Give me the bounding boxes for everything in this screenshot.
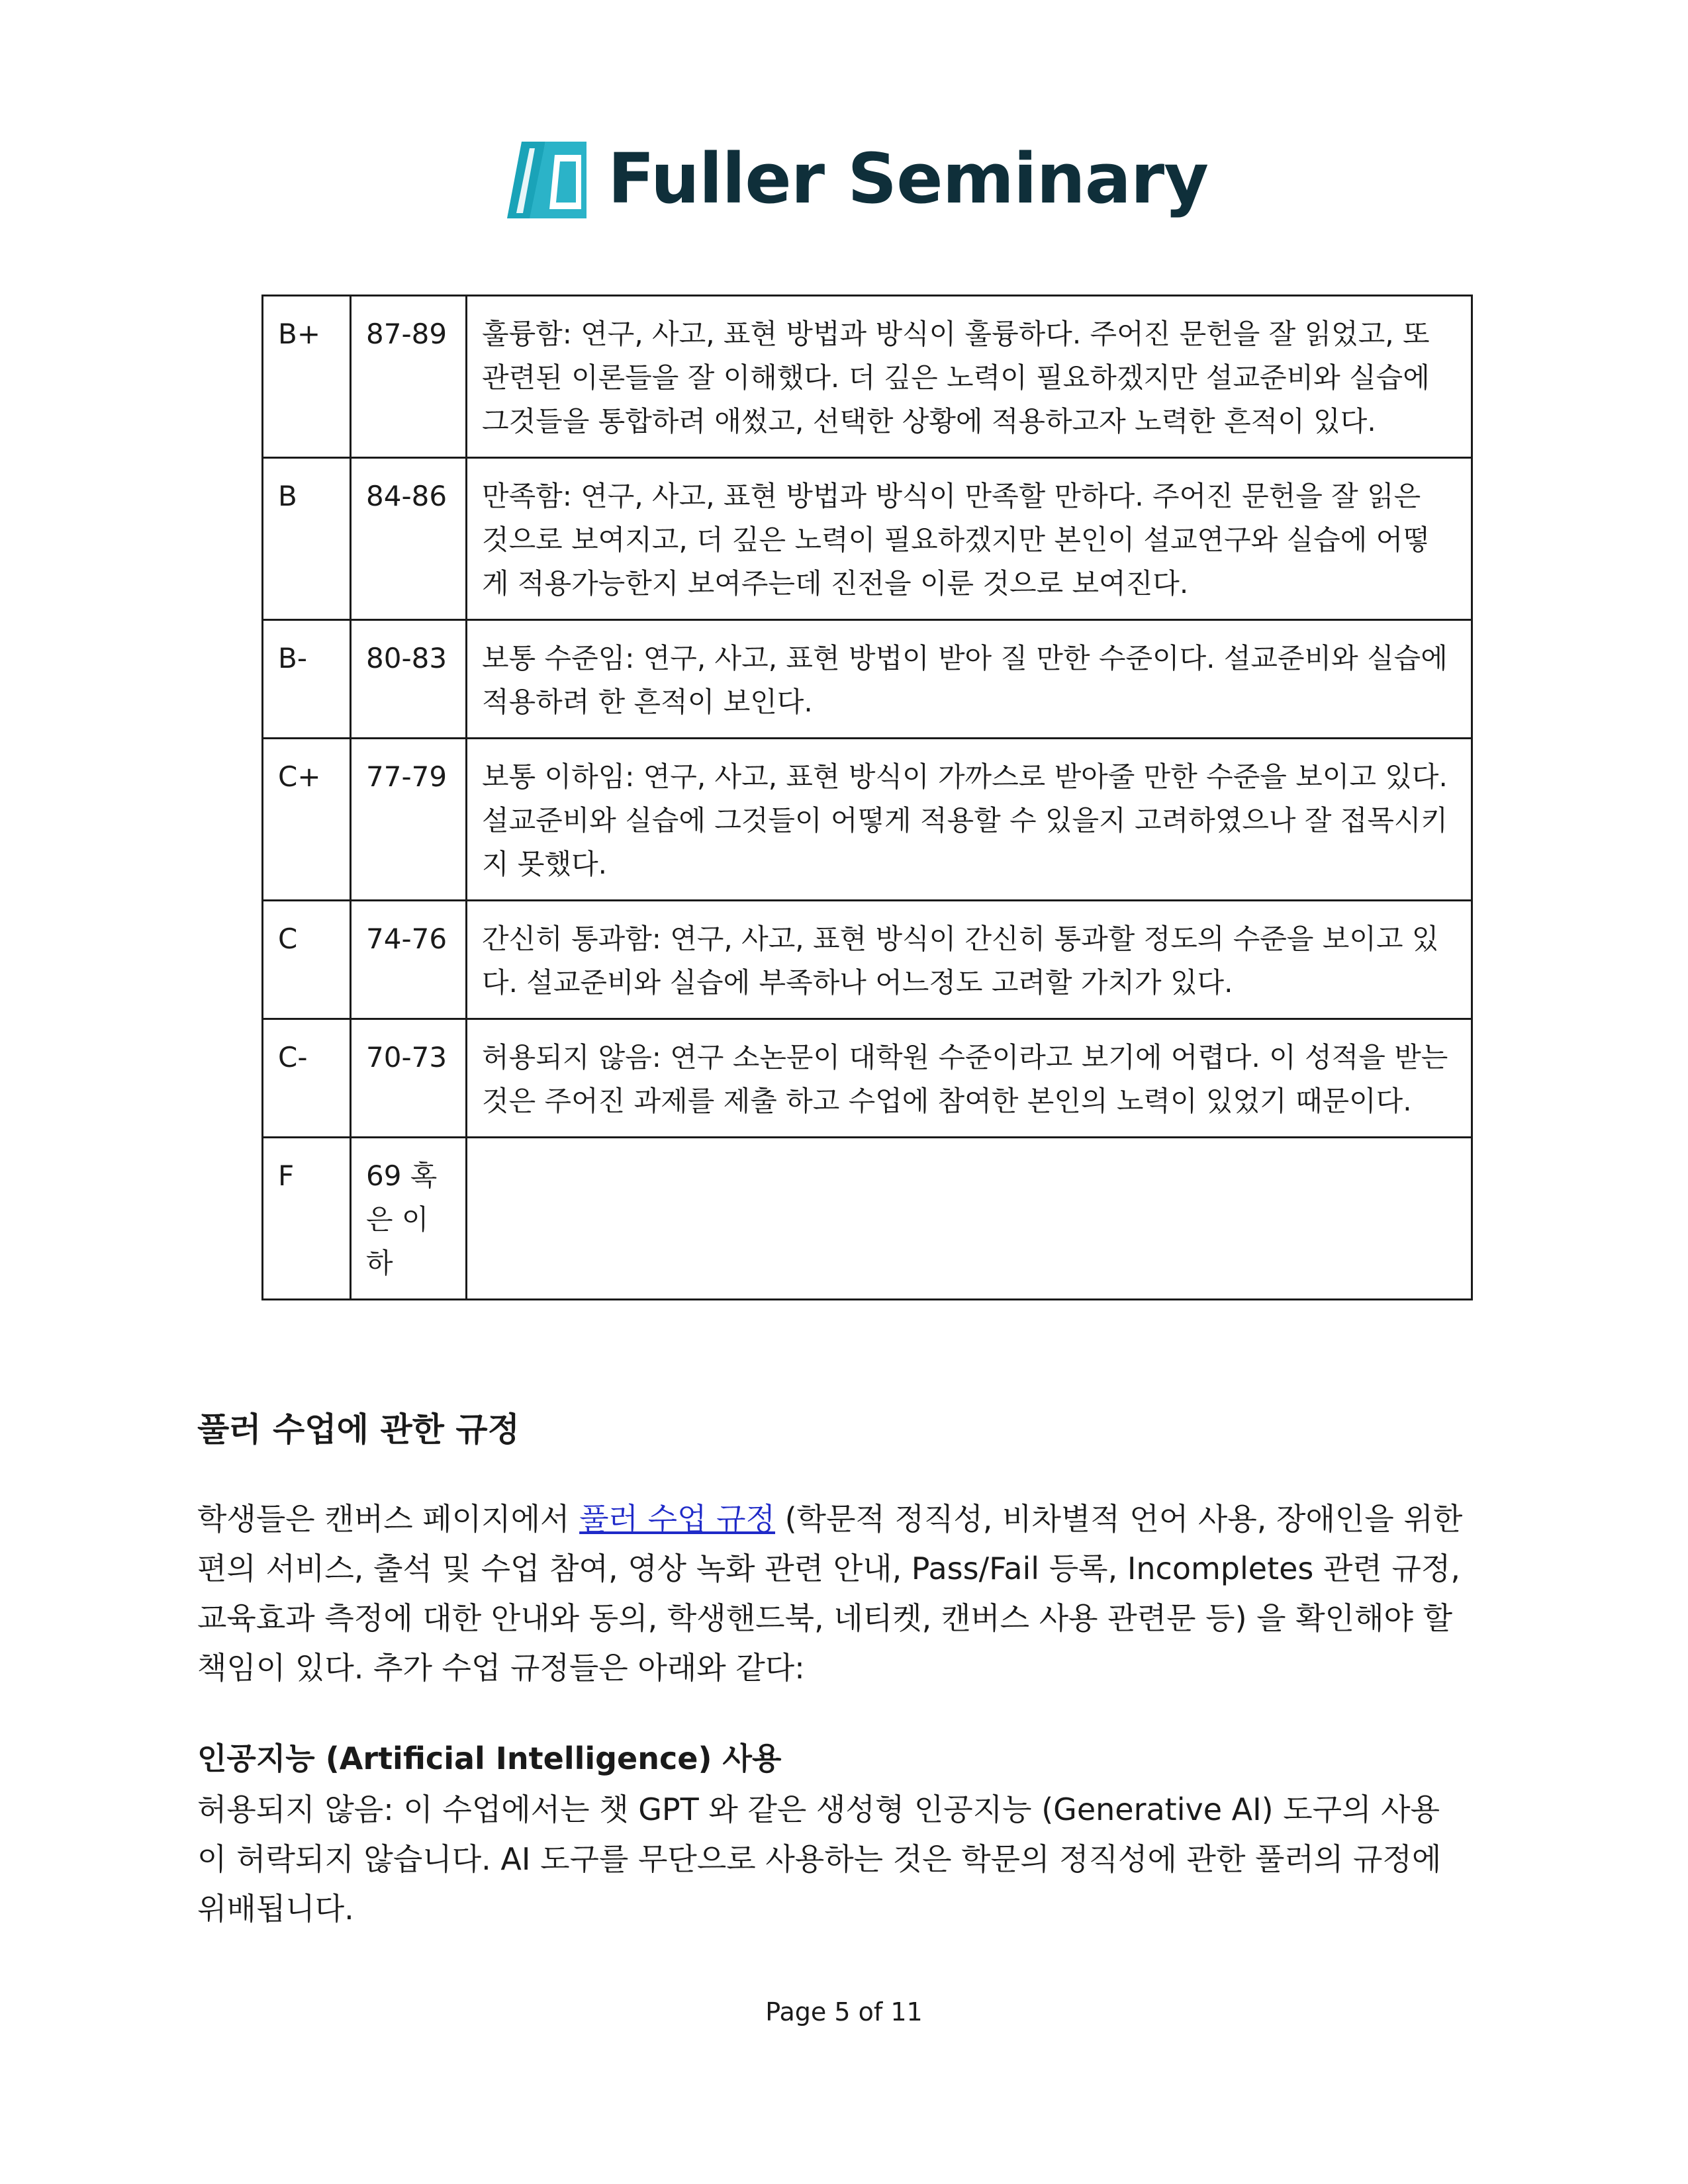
logo-wordmark: Fuller Seminary xyxy=(608,138,1208,219)
open-book-logo-icon xyxy=(503,135,590,222)
table-row xyxy=(263,739,1472,901)
grade-cell: B+ xyxy=(263,296,351,458)
intro-text-before: 학생들은 캔버스 페이지에서 xyxy=(197,1501,580,1537)
grade-cell: C xyxy=(263,901,351,1019)
grade-cell: B- xyxy=(263,620,351,739)
score-cell: 84-86 xyxy=(351,458,467,620)
score-cell: 87-89 xyxy=(351,296,467,458)
description-cell: 허용되지 않음: 연구 소논문이 대학원 수준이라고 보기에 어렵다. 이 성적을 받는 것은 주어진 과제를 제출 하고 수업에 참여한 본인의 노력이 있었기 때문이다. xyxy=(467,1019,1472,1138)
score-cell: 77-79 xyxy=(351,739,467,901)
table-row xyxy=(263,458,1472,620)
description-cell: 보통 이하임: 연구, 사고, 표현 방식이 가까스로 받아줄 만한 수준을 보이고 있다. 설교준비와 실습에 그것들이 어떻게 적용할 수 있을지 고려하였으나 잘 접목시키지 못했다. xyxy=(467,739,1472,901)
grade-cell: B xyxy=(263,458,351,620)
score-cell: 69 혹은 이하 xyxy=(351,1138,467,1300)
table-row xyxy=(263,1019,1472,1138)
grade-table xyxy=(261,295,1473,1300)
score-cell: 74-76 xyxy=(351,901,467,1019)
score-cell: 80-83 xyxy=(351,620,467,739)
score-cell: 70-73 xyxy=(351,1019,467,1138)
table-row xyxy=(263,901,1472,1019)
description-cell: 간신히 통과함: 연구, 사고, 표현 방식이 간신히 통과할 정도의 수준을 보이고 있다. 설교준비와 실습에 부족하나 어느정도 고려할 가치가 있다. xyxy=(467,901,1472,1019)
table-row xyxy=(263,296,1472,458)
page-number: Page 5 of 11 xyxy=(765,1997,923,2026)
description-cell xyxy=(467,1138,1472,1300)
ai-subheading: 인공지능 (Artificial Intelligence) 사용 xyxy=(197,1741,782,1776)
fuller-logo xyxy=(503,132,1208,225)
grade-cell: C- xyxy=(263,1019,351,1138)
description-cell: 훌륭함: 연구, 사고, 표현 방법과 방식이 훌륭하다. 주어진 문헌을 잘 읽었고, 또 관련된 이론들을 잘 이해했다. 더 깊은 노력이 필요하겠지만 설교준비와 실습에 그것들을 통합하려 애썼고, 선택한 상황에 적용하고자 노력한 흔적이 있다. xyxy=(467,296,1472,458)
intro-text-after: (학문적 정직성, 비차별적 언어 사용, 장애인을 위한 편의 서비스, 출석 및 수업 참여, 영상 녹화 관련 안내, Pass/Fail 등록, Incompletes 관련 규정, 교육효과 측정에 대한 안내와 동의, 학생핸드북, 네티켓, 캔버스 사용 관련문 등) 을 확인해야 할 책임이 있다. 추가 수업 규정들은 아래와 같다: xyxy=(197,1501,1463,1686)
policy-link[interactable]: 풀러 수업 규정 xyxy=(579,1501,775,1537)
description-cell: 만족함: 연구, 사고, 표현 방법과 방식이 만족할 만하다. 주어진 문헌을 잘 읽은 것으로 보여지고, 더 깊은 노력이 필요하겠지만 본인이 설교연구와 실습에 어떻게 적용가능한지 보여주는데 진전을 이룬 것으로 보여진다. xyxy=(467,458,1472,620)
description-cell: 보통 수준임: 연구, 사고, 표현 방법이 받아 질 만한 수준이다. 설교준비와 실습에 적용하려 한 흔적이 보인다. xyxy=(467,620,1472,739)
table-row xyxy=(263,1138,1472,1300)
policy-intro-paragraph xyxy=(197,1494,1481,1693)
table-row xyxy=(263,620,1472,739)
section-heading: 풀러 수업에 관한 규정 xyxy=(197,1410,520,1449)
grade-cell: F xyxy=(263,1138,351,1300)
grade-cell: C+ xyxy=(263,739,351,901)
ai-policy-paragraph: 허용되지 않음: 이 수업에서는 챗 GPT 와 같은 생성형 인공지능 (Generative AI) 도구의 사용이 허락되지 않습니다. AI 도구를 무단으로 사용하는 것은 학문의 정직성에 관한 풀러의 규정에 위배됩니다. xyxy=(197,1792,1442,1927)
